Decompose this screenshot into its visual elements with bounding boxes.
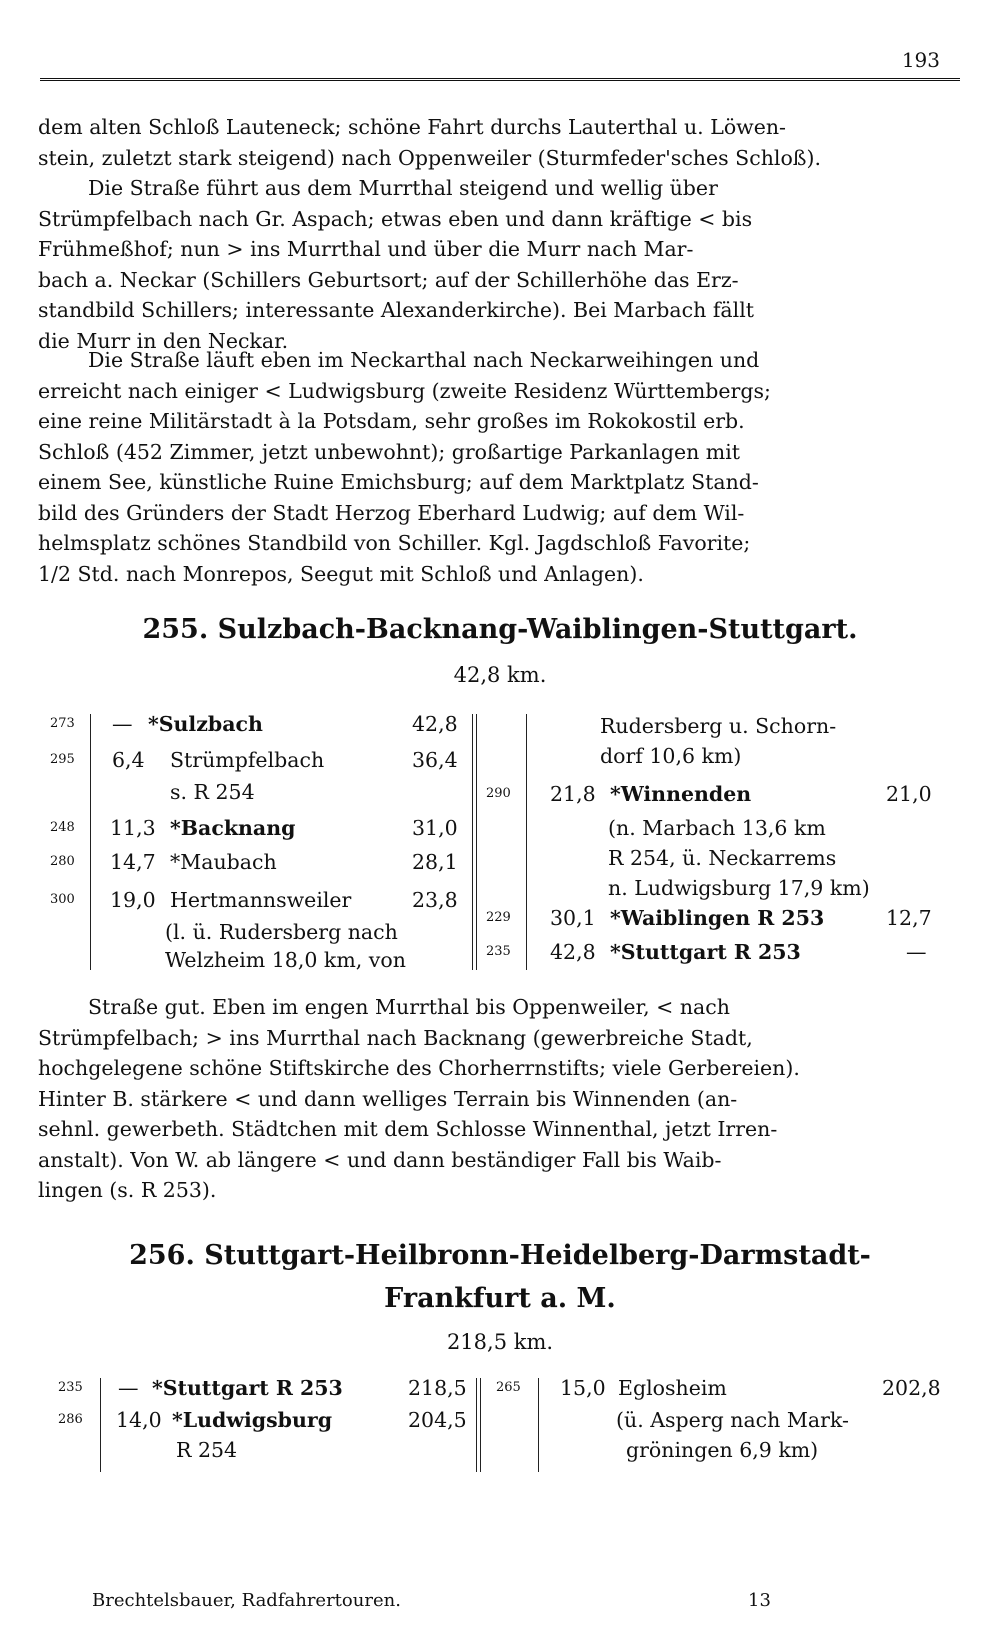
altitude: 295 bbox=[50, 752, 75, 767]
text-line: anstalt). Von W. ab längere < und dann beständiger Fall bis Waib- bbox=[38, 1147, 722, 1172]
km-remaining: 42,8 bbox=[412, 712, 458, 736]
km-from-start: 11,3 bbox=[110, 816, 156, 840]
route-255-description bbox=[38, 992, 960, 1206]
altitude: 290 bbox=[486, 786, 511, 801]
table-row bbox=[40, 906, 960, 940]
km-from-start: 42,8 bbox=[550, 940, 596, 964]
table-row bbox=[40, 748, 960, 782]
km-remaining: 36,4 bbox=[412, 748, 458, 772]
route-255-distance: 42,8 km. bbox=[453, 663, 547, 687]
altitude: 235 bbox=[58, 1380, 83, 1395]
text-line: dem alten Schloß Lauteneck; schöne Fahrt durchs Lauterthal u. Löwen- bbox=[38, 115, 786, 139]
paragraph-murrthal bbox=[38, 173, 960, 356]
km-remaining: 202,8 bbox=[882, 1376, 941, 1400]
route-note: (ü. Asperg nach Mark- bbox=[616, 1408, 849, 1432]
km-from-start: — bbox=[112, 712, 133, 736]
footer-publisher: Brechtelsbauer, Radfahrertouren. bbox=[92, 1590, 401, 1611]
km-remaining: 28,1 bbox=[412, 850, 458, 874]
table-row bbox=[40, 940, 960, 974]
footer-signature: 13 bbox=[748, 1590, 771, 1611]
table-row bbox=[40, 782, 960, 816]
text-line: stein, zuletzt stark steigend) nach Oppenweiler (Sturmfeder'sches Schloß). bbox=[38, 145, 822, 170]
altitude: 229 bbox=[486, 910, 511, 925]
text-line: lingen (s. R 253). bbox=[38, 1178, 217, 1202]
place-name: *Winnenden bbox=[610, 782, 752, 806]
text-line: Hinter B. stärkere < und dann welliges Terrain bis Winnenden (an- bbox=[38, 1086, 738, 1111]
text-line: Strümpfelbach; > ins Murrthal nach Backnang (gewerbreiche Stadt, bbox=[38, 1025, 753, 1050]
place-name: Hertmannsweiler bbox=[170, 888, 352, 912]
text-line: eine reine Militärstadt à la Potsdam, sehr großes im Rokokostil erb. bbox=[38, 409, 745, 433]
altitude: 273 bbox=[50, 716, 75, 731]
route-256-distance: 218,5 km. bbox=[446, 1330, 554, 1354]
place-name: *Ludwigsburg bbox=[172, 1408, 333, 1432]
km-from-start: 21,8 bbox=[550, 782, 596, 806]
text-line: Die Straße läuft eben im Neckarthal nach Neckarweihingen und bbox=[88, 348, 760, 372]
km-remaining: 21,0 bbox=[886, 782, 932, 806]
place-name: *Stuttgart R 253 bbox=[152, 1376, 343, 1400]
km-remaining: — bbox=[906, 940, 927, 964]
place-name: *Backnang bbox=[170, 816, 296, 840]
paragraph-neckarthal bbox=[38, 345, 960, 589]
route-note: gröningen 6,9 km) bbox=[626, 1438, 819, 1462]
place-name: R 254 bbox=[176, 1438, 238, 1462]
text-line: Die Straße führt aus dem Murrthal steigend und wellig über bbox=[88, 176, 718, 200]
altitude: 265 bbox=[496, 1380, 521, 1395]
km-remaining: 204,5 bbox=[408, 1408, 467, 1432]
altitude: 280 bbox=[50, 854, 75, 869]
text-line: Frühmeßhof; nun > ins Murrthal und über die Murr nach Mar- bbox=[38, 237, 694, 261]
altitude: 235 bbox=[486, 944, 511, 959]
text-line: sehnl. gewerbeth. Städtchen mit dem Schlosse Winnenthal, jetzt Irren- bbox=[38, 1117, 778, 1141]
place-name: Eglosheim bbox=[618, 1376, 727, 1400]
km-from-start: — bbox=[118, 1376, 139, 1400]
place-name: s. R 254 bbox=[170, 780, 255, 804]
km-from-start: 15,0 bbox=[560, 1376, 606, 1400]
km-from-start: 30,1 bbox=[550, 906, 596, 930]
route-255-table bbox=[40, 712, 960, 982]
route-256-table bbox=[40, 1376, 960, 1476]
page-number: 193 bbox=[901, 48, 940, 72]
altitude: 248 bbox=[50, 820, 75, 835]
route-256-title-line2: Frankfurt a. M. bbox=[384, 1283, 616, 1314]
place-name: Strümpfelbach bbox=[170, 748, 325, 772]
route-note: Welzheim 18,0 km, von bbox=[165, 948, 406, 972]
text-line: einem See, künstliche Ruine Emichsburg; auf dem Marktplatz Stand- bbox=[38, 470, 759, 494]
route-note: n. Ludwigsburg 17,9 km) bbox=[608, 876, 870, 900]
km-from-start: 14,7 bbox=[110, 850, 156, 874]
km-remaining: 23,8 bbox=[412, 888, 458, 912]
text-line: Strümpfelbach nach Gr. Aspach; etwas eben und dann kräftige < bis bbox=[38, 206, 753, 231]
route-note: R 254, ü. Neckarrems bbox=[608, 846, 837, 870]
place-name: *Maubach bbox=[170, 850, 277, 874]
text-line: erreicht nach einiger < Ludwigsburg (zweite Residenz Württembergs; bbox=[38, 378, 771, 403]
route-note: Rudersberg u. Schorn- bbox=[600, 714, 837, 738]
text-line: helmsplatz schönes Standbild von Schiller. Kgl. Jagdschloß Favorite; bbox=[38, 531, 751, 555]
table-row bbox=[40, 1376, 960, 1410]
km-remaining: 12,7 bbox=[886, 906, 932, 930]
altitude: 300 bbox=[50, 892, 75, 907]
table-row bbox=[40, 1438, 960, 1472]
place-name: *Stuttgart R 253 bbox=[610, 940, 801, 964]
km-from-start: 14,0 bbox=[116, 1408, 162, 1432]
route-255-title: 255. Sulzbach-Backnang-Waiblingen-Stuttgart. bbox=[142, 614, 858, 645]
route-256-title: 256. Stuttgart-Heilbronn-Heidelberg-Darmstadt- bbox=[129, 1240, 871, 1271]
altitude: 286 bbox=[58, 1412, 83, 1427]
route-note: (l. ü. Rudersberg nach bbox=[165, 920, 398, 944]
text-line: Schloß (452 Zimmer, jetzt unbewohnt); großartige Parkanlagen mit bbox=[38, 439, 741, 464]
text-line: bild des Gründers der Stadt Herzog Eberhard Ludwig; auf dem Wil- bbox=[38, 500, 745, 525]
route-note: dorf 10,6 km) bbox=[600, 744, 742, 768]
text-line: bach a. Neckar (Schillers Geburtsort; auf der Schillerhöhe das Erz- bbox=[38, 267, 739, 292]
intro-paragraph bbox=[38, 112, 960, 173]
km-remaining: 218,5 bbox=[408, 1376, 467, 1400]
text-line: standbild Schillers; interessante Alexanderkirche). Bei Marbach fällt bbox=[38, 298, 755, 322]
text-line: 1/2 Std. nach Monrepos, Seegut mit Schloß und Anlagen). bbox=[38, 561, 644, 586]
text-line: die Murr in den Neckar. bbox=[38, 328, 289, 353]
text-line: Straße gut. Eben im engen Murrthal bis Oppenweiler, < nach bbox=[88, 995, 730, 1019]
header-rule bbox=[40, 78, 960, 81]
place-name: *Waiblingen R 253 bbox=[610, 906, 825, 930]
place-name: *Sulzbach bbox=[148, 712, 263, 736]
text-line: hochgelegene schöne Stiftskirche des Chorherrnstifts; viele Gerbereien). bbox=[38, 1056, 800, 1080]
km-from-start: 6,4 bbox=[112, 748, 145, 772]
km-remaining: 31,0 bbox=[412, 816, 458, 840]
km-from-start: 19,0 bbox=[110, 888, 156, 912]
route-note: (n. Marbach 13,6 km bbox=[608, 816, 826, 840]
